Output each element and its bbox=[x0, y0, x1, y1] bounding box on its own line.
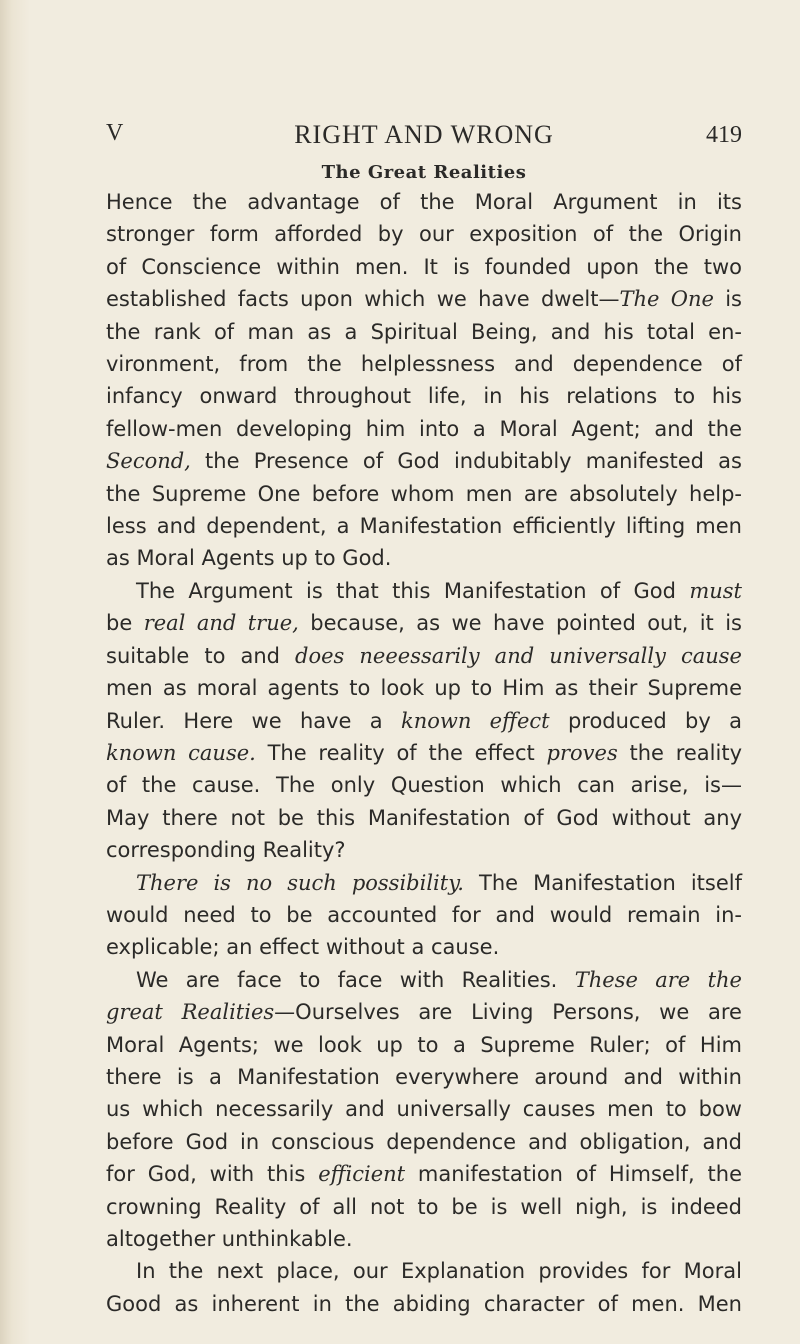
italic-run: must bbox=[689, 578, 742, 603]
text-line bbox=[106, 1029, 742, 1061]
text-line bbox=[106, 672, 742, 704]
text-run: is bbox=[713, 287, 742, 312]
paragraph bbox=[106, 964, 742, 1256]
text-line bbox=[106, 802, 742, 834]
text-line bbox=[106, 1126, 742, 1158]
text-line bbox=[106, 380, 742, 412]
text-line bbox=[106, 705, 742, 737]
italic-run: These are the bbox=[574, 967, 742, 992]
text-line bbox=[106, 251, 742, 283]
text-run: The Manifestation itself bbox=[463, 870, 742, 895]
text-line bbox=[106, 1288, 742, 1320]
text-line bbox=[106, 413, 742, 445]
text-run: of the cause. The only Question which can arise, is— bbox=[106, 773, 742, 798]
paragraph bbox=[106, 1255, 742, 1320]
italic-run: known cause. bbox=[106, 740, 256, 765]
text-run: the Supreme One before whom men are absolutely help- bbox=[106, 481, 742, 506]
text-run: men as moral agents to look up to Him as their Supreme bbox=[106, 676, 742, 701]
text-run: manifestation of Himself, the bbox=[405, 1162, 742, 1187]
text-line bbox=[106, 445, 742, 477]
text-line bbox=[106, 1158, 742, 1190]
text-line bbox=[106, 867, 742, 899]
text-run: the rank of man as a Spiritual Being, and his total en- bbox=[106, 319, 742, 344]
text-run: Ruler. Here we have a bbox=[106, 708, 401, 733]
text-line bbox=[106, 1255, 742, 1287]
text-run: of Conscience within men. It is founded upon the two bbox=[106, 254, 742, 279]
text-run: vironment, from the helplessness and dependence of bbox=[106, 352, 742, 377]
text-line bbox=[106, 899, 742, 931]
text-run: Moral Agents; we look up to a Supreme Ruler; of Him bbox=[106, 1032, 742, 1057]
text-run: us which necessarily and universally causes men to bow bbox=[106, 1097, 742, 1122]
italic-run: proves bbox=[546, 740, 618, 765]
italic-run: real and true, bbox=[143, 611, 299, 636]
text-line bbox=[106, 186, 742, 218]
italic-run: efficient bbox=[318, 1162, 406, 1187]
text-line bbox=[106, 640, 742, 672]
text-line bbox=[106, 316, 742, 348]
text-run: altogether unthinkable. bbox=[106, 1227, 353, 1251]
text-line bbox=[106, 931, 742, 963]
text-run: be bbox=[106, 611, 144, 636]
italic-run: There is no such possibility. bbox=[136, 870, 464, 895]
text-run: Hence the advantage of the Moral Argument in its bbox=[106, 190, 742, 214]
text-run: the Presence of God indubitably manifested as bbox=[190, 449, 742, 474]
text-run: stronger form afforded by our exposition of the Origin bbox=[106, 222, 742, 247]
text-run: the reality bbox=[617, 740, 742, 765]
text-run: The Argument is that this Manifestation of God bbox=[136, 578, 690, 603]
text-run: for God, with this bbox=[106, 1162, 319, 1187]
paragraph bbox=[106, 575, 742, 867]
paragraph bbox=[106, 867, 742, 964]
text-run: established facts upon which we have dwelt— bbox=[106, 287, 620, 312]
text-line bbox=[106, 283, 742, 315]
chapter-number: V bbox=[106, 120, 124, 146]
text-run: because, as we have pointed out, it is bbox=[298, 611, 742, 636]
text-line bbox=[106, 607, 742, 639]
text-line bbox=[106, 769, 742, 801]
text-run: crowning Reality of all not to be is well nigh, is indeed bbox=[106, 1194, 742, 1219]
text-run: before God in conscious dependence and obligation, and bbox=[106, 1129, 742, 1154]
text-run: We are face to face with Realities. bbox=[136, 967, 575, 992]
text-line bbox=[106, 575, 742, 607]
text-line bbox=[106, 1093, 742, 1125]
italic-run: The One bbox=[619, 287, 714, 312]
text-run: produced by a bbox=[549, 708, 742, 733]
text-run: would need to be accounted for and would remain in- bbox=[106, 902, 742, 927]
text-run: corresponding Reality? bbox=[106, 838, 346, 863]
text-line bbox=[106, 1223, 742, 1255]
italic-run: known effect bbox=[400, 708, 550, 733]
text-line bbox=[106, 996, 742, 1028]
running-head bbox=[106, 120, 742, 156]
text-run: there is a Manifestation everywhere around and within bbox=[106, 1064, 742, 1089]
text-run: explicable; an effect without a cause. bbox=[106, 935, 500, 960]
text-line bbox=[106, 348, 742, 380]
text-run: less and dependent, a Manifestation efficiently lifting men bbox=[106, 514, 742, 539]
text-line bbox=[106, 542, 742, 574]
page-number: 419 bbox=[706, 122, 742, 148]
text-line bbox=[106, 1191, 742, 1223]
text-run: suitable to and bbox=[106, 643, 296, 668]
text-run: infancy onward throughout life, in his relations to his bbox=[106, 384, 742, 409]
text-run: fellow-men developing him into a Moral Agent; and the bbox=[106, 416, 742, 441]
text-line bbox=[106, 964, 742, 996]
chapter-title: RIGHT AND WRONG bbox=[294, 120, 554, 149]
text-run: In the next place, our Explanation provides for Moral bbox=[136, 1259, 742, 1284]
italic-run: great Realities bbox=[106, 1000, 275, 1025]
text-run: as Moral Agents up to God. bbox=[106, 546, 392, 571]
text-line bbox=[106, 510, 742, 542]
text-run: —Ourselves are Living Persons, we are bbox=[274, 1000, 742, 1025]
section-heading: The Great Realities bbox=[321, 162, 527, 183]
body-text bbox=[106, 186, 742, 1320]
paragraph bbox=[106, 186, 742, 575]
text-line bbox=[106, 478, 742, 510]
text-line bbox=[106, 1061, 742, 1093]
text-line bbox=[106, 834, 742, 866]
text-run: Good as inherent in the abiding character of men. Men bbox=[106, 1291, 742, 1316]
text-run: The reality of the effect bbox=[255, 740, 547, 765]
text-line bbox=[106, 737, 742, 769]
italic-run: does neeessarily and universally cause bbox=[295, 643, 742, 668]
text-line bbox=[106, 218, 742, 250]
text-run: May there not be this Manifestation of God without any bbox=[106, 805, 742, 830]
italic-run: Second, bbox=[106, 449, 191, 474]
